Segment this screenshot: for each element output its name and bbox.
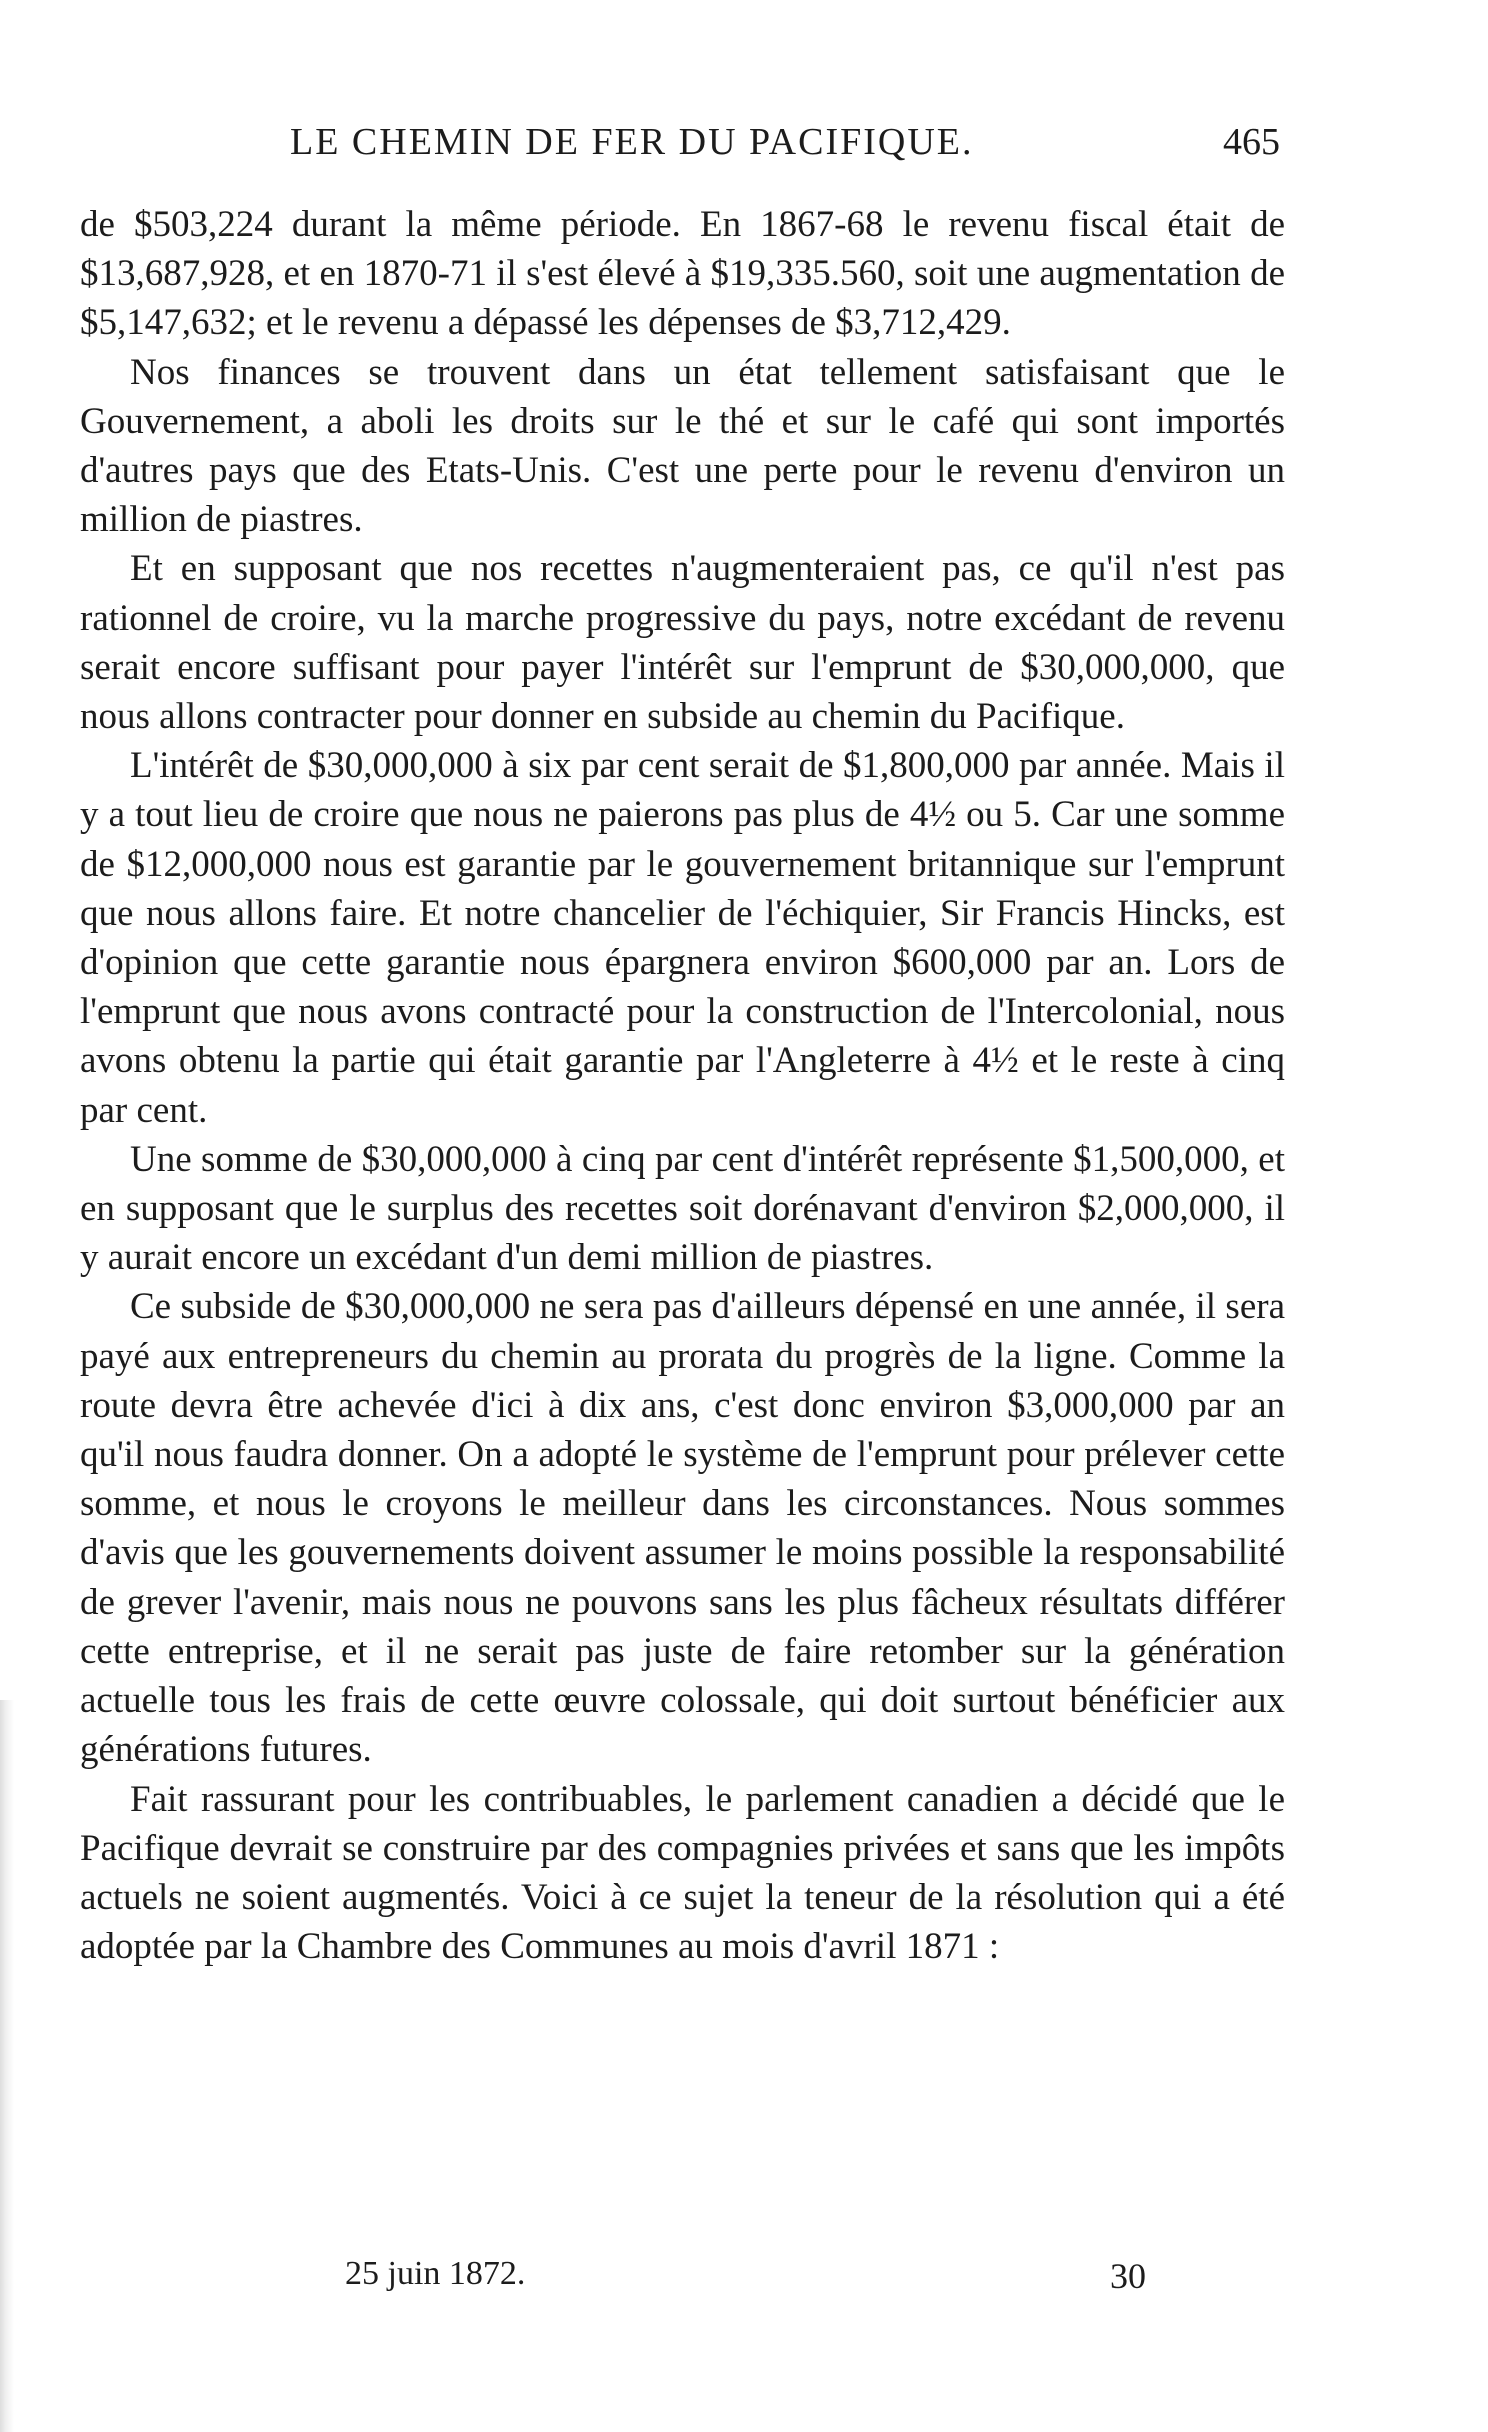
page-number: 465	[1223, 121, 1280, 163]
running-head	[280, 120, 1280, 180]
paragraph-1: de $503,224 durant la même période. En 1867-68 le revenu fiscal était de $13,687,928, et en 1870-71 il s'est élevé à $19,335.560, soit une augmentation de $5,147,632; et le revenu a dépassé les dépenses de $3,712,429.	[80, 204, 1285, 344]
page-gutter-shadow	[0, 1700, 14, 2432]
paragraph-7: Fait rassurant pour les contribuables, le parlement canadien a décidé que le Pacifique devrait se construire par des compagnies privées et sans que les impôts actuels ne soient augmentés. Voici à ce sujet la teneur de la résolution qui a été adoptée par la Chambre des Communes au mois d'avril 1871 :	[80, 1778, 1285, 1968]
paragraph-4: L'intérêt de $30,000,000 à six par cent serait de $1,800,000 par année. Mais il y a tout lieu de croire que nous ne paierons pas plus de 4½ ou 5. Car une somme de $12,000,000 nous est garantie par le gouvernement britannique sur l'emprunt que nous allons faire. Et notre chancelier de l'échiquier, Sir Francis Hincks, est d'opinion que cette garantie nous épargnera environ $600,000 par an. Lors de l'emprunt que nous avons contracté pour la construction de l'Intercolonial, nous avons obtenu la partie qui était garantie par l'Angleterre à 4½ et le reste à cinq par cent.	[80, 745, 1285, 1131]
signature-date: 25 juin 1872.	[345, 2255, 526, 2292]
page-footer	[0, 2255, 1488, 2305]
body-text	[80, 200, 1285, 1971]
paragraph-6: Ce subside de $30,000,000 ne sera pas d'ailleurs dépensé en une année, il sera payé aux entrepreneurs du chemin au prorata du progrès de la ligne. Comme la route devra être achevée d'ici à dix ans, c'est donc environ $3,000,000 par an qu'il nous faudra donner. On a adopté le système de l'emprunt pour prélever cette somme, et nous le croyons le meilleur dans les circonstances. Nous sommes d'avis que les gouvernements doivent assumer le moins possible la responsabilité de grever l'avenir, mais nous ne pouvons sans les plus fâcheux résultats différer cette entreprise, et il ne serait pas juste de faire retomber sur la génération actuelle tous les frais de cette œuvre colossale, qui doit surtout bénéficier aux générations futures.	[80, 1286, 1285, 1771]
paragraph-5: Une somme de $30,000,000 à cinq par cent d'intérêt représente $1,500,000, et en supposant que le surplus des recettes soit dorénavant d'environ $2,000,000, il y aurait encore un excédant d'un demi million de piastres.	[80, 1138, 1285, 1279]
running-title: LE CHEMIN DE FER DU PACIFIQUE.	[290, 121, 974, 163]
paragraph-2: Nos finances se trouvent dans un état tellement satisfaisant que le Gouvernement, a aboli les droits sur le thé et sur le café qui sont importés d'autres pays que des Etats-Unis. C'est une perte pour le revenu d'environ un million de piastres.	[80, 351, 1285, 541]
sheet-number: 30	[1110, 2256, 1146, 2296]
paragraph-3: Et en supposant que nos recettes n'augmenteraient pas, ce qu'il n'est pas rationnel de croire, vu la marche progressive du pays, notre excédant de revenu serait encore suffisant pour payer l'intérêt sur l'emprunt de $30,000,000, que nous allons contracter pour donner en subside au chemin du Pacifique.	[80, 548, 1285, 738]
